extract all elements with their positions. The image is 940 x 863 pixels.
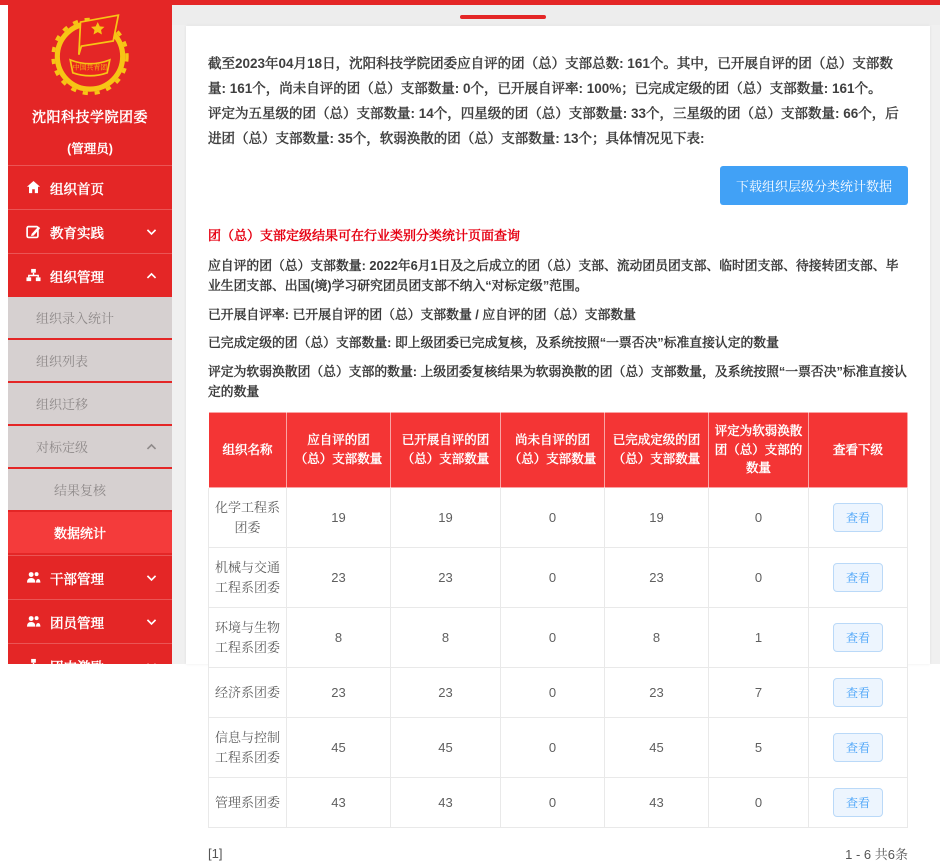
submenu-item-org-list[interactable]: 组织列表: [8, 340, 172, 383]
chevron-down-icon: [145, 571, 158, 584]
horizontal-scrollbar[interactable]: [172, 5, 940, 25]
main-panel: [186, 26, 930, 863]
sidebar-item-cadre-management[interactable]: [8, 555, 172, 599]
summary-line-1: 截至2023年04月18日，沈阳科技学院团委应自评的团（总）支部总数: 161个。其中，已开展自评的团（总）支部数量: 161个，尚未自评的团（总）支部数量: 0个，已开展自评率: 100%；已完成定级的团（总）支部数量: 161个。: [208, 56, 893, 96]
org-name-cell: 管理系团委: [209, 778, 287, 828]
org-name-cell: 经济系团委: [209, 668, 287, 718]
org-name-cell: 环境与生物工程系团委: [209, 608, 287, 668]
table-row: 机械与交通工程系团委 23 23 0 23 0 查看: [209, 548, 908, 608]
league-emblem-logo: [8, 5, 172, 101]
view-button[interactable]: 查看: [833, 563, 883, 592]
users-icon: [26, 614, 41, 629]
table-row: 管理系团委 43 43 0 43 0 查看: [209, 778, 908, 828]
sidebar-item-member-management[interactable]: [8, 599, 172, 643]
table-row: 经济系团委 23 23 0 23 7 查看: [209, 668, 908, 718]
view-button[interactable]: 查看: [833, 503, 883, 532]
org-management-submenu: [8, 297, 172, 555]
table-row: 信息与控制工程系团委 45 45 0 45 5 查看: [209, 718, 908, 778]
grading-result-notice-link[interactable]: 团（总）支部定级结果可在行业类别分类统计页面查询: [208, 227, 521, 243]
pagination-bar: [208, 844, 908, 863]
note-line: 应自评的团（总）支部数量: 2022年6月1日及之后成立的团（总）支部、流动团员团支部、临时团支部、待接转团支部、毕业生团支部、出国(境)学习研究团员团支部不纳入“对标定级”范围。: [208, 257, 899, 293]
view-button[interactable]: 查看: [833, 733, 883, 762]
org-name-cell: 化学工程系团委: [209, 488, 287, 548]
col-header-org-name: 组织名称: [209, 412, 287, 487]
notes-block: [208, 256, 908, 402]
sidebar-item-label: 团内激励: [50, 659, 104, 675]
submenu-item-data-statistics[interactable]: 数据统计: [8, 512, 172, 555]
note-line: 评定为软弱涣散团（总）支部的数量: 上级团委复核结果为软弱涣散的团（总）支部数量，及系统按照“一票否决”标准直接认定的数量: [208, 364, 907, 400]
sidebar-item-label: 组织首页: [50, 181, 104, 197]
left-gutter: [0, 5, 8, 664]
sitemap-icon: [26, 658, 41, 673]
submenu-item-org-transfer[interactable]: 组织迁移: [8, 383, 172, 426]
col-header-should-self-assess: 应自评的团（总）支部数量: [287, 412, 391, 487]
submenu-item-result-review[interactable]: 结果复核: [8, 469, 172, 512]
col-header-self-assessed: 已开展自评的团（总）支部数量: [391, 412, 501, 487]
sidebar-item-org-management[interactable]: [8, 253, 172, 297]
sidebar-item-league-incentive[interactable]: [8, 643, 172, 687]
users-icon: [26, 570, 41, 585]
table-row: 化学工程系团委 19 19 0 19 0 查看: [209, 488, 908, 548]
table-row: 环境与生物工程系团委 8 8 0 8 1 查看: [209, 608, 908, 668]
org-title: 沈阳科技学院团委: [32, 109, 148, 125]
edit-icon: [26, 224, 41, 239]
svg-text:中国共青团: 中国共青团: [72, 64, 108, 72]
sidebar-item-label: 组织管理: [50, 269, 104, 285]
chevron-down-icon: [145, 225, 158, 238]
view-button[interactable]: 查看: [833, 678, 883, 707]
view-button[interactable]: 查看: [833, 788, 883, 817]
home-icon: [26, 180, 41, 195]
chevron-up-icon: [145, 440, 158, 453]
chevron-down-icon: [145, 659, 158, 672]
col-header-view-sub: 查看下级: [809, 412, 908, 487]
note-line: 已开展自评率: 已开展自评的团（总）支部数量 / 应自评的团（总）支部数量: [208, 306, 636, 322]
col-header-not-assessed: 尚未自评的团（总）支部数量: [501, 412, 605, 487]
org-statistics-table: [208, 412, 908, 828]
submenu-item-benchmark-grading[interactable]: 对标定级: [8, 426, 172, 469]
org-name-cell: 机械与交通工程系团委: [209, 548, 287, 608]
col-header-grading-completed: 已完成定级的团（总）支部数量: [605, 412, 709, 487]
scrollbar-thumb[interactable]: [460, 15, 546, 19]
col-header-weak-branches: 评定为软弱涣散团（总）支部的数量: [709, 412, 809, 487]
record-range-text: 1 - 6 共6条: [845, 847, 908, 863]
sidebar-item-label: 教育实践: [50, 225, 104, 241]
summary-line-2: 评定为五星级的团（总）支部数量: 14个，四星级的团（总）支部数量: 33个，三星级的团（总）支部数量: 66个，后进团（总）支部数量: 35个，软弱涣散的团（总）支部数量: 13个；具体情况见下表:: [208, 105, 899, 146]
page-number[interactable]: [1]: [208, 846, 223, 862]
org-role: (管理员): [67, 142, 113, 156]
submenu-item-org-entry-stats[interactable]: 组织录入统计: [8, 297, 172, 340]
summary-block: [208, 52, 908, 152]
sidebar-item-education-practice[interactable]: [8, 209, 172, 253]
view-button[interactable]: 查看: [833, 623, 883, 652]
sidebar-item-org-home[interactable]: [8, 165, 172, 209]
chevron-up-icon: [145, 269, 158, 282]
sidebar-item-label: 团员管理: [50, 615, 104, 631]
sidebar-item-label: 干部管理: [50, 571, 104, 587]
download-hierarchy-stats-button[interactable]: 下载组织层级分类统计数据: [720, 166, 908, 205]
org-name-cell: 信息与控制工程系团委: [209, 718, 287, 778]
table-header-row: [209, 412, 908, 487]
note-line: 已完成定级的团（总）支部数量: 即上级团委已完成复核，及系统按照“一票否决”标准直接认定的数量: [208, 335, 779, 351]
sidebar: [8, 5, 172, 675]
chevron-down-icon: [145, 615, 158, 628]
sitemap-icon: [26, 268, 41, 283]
